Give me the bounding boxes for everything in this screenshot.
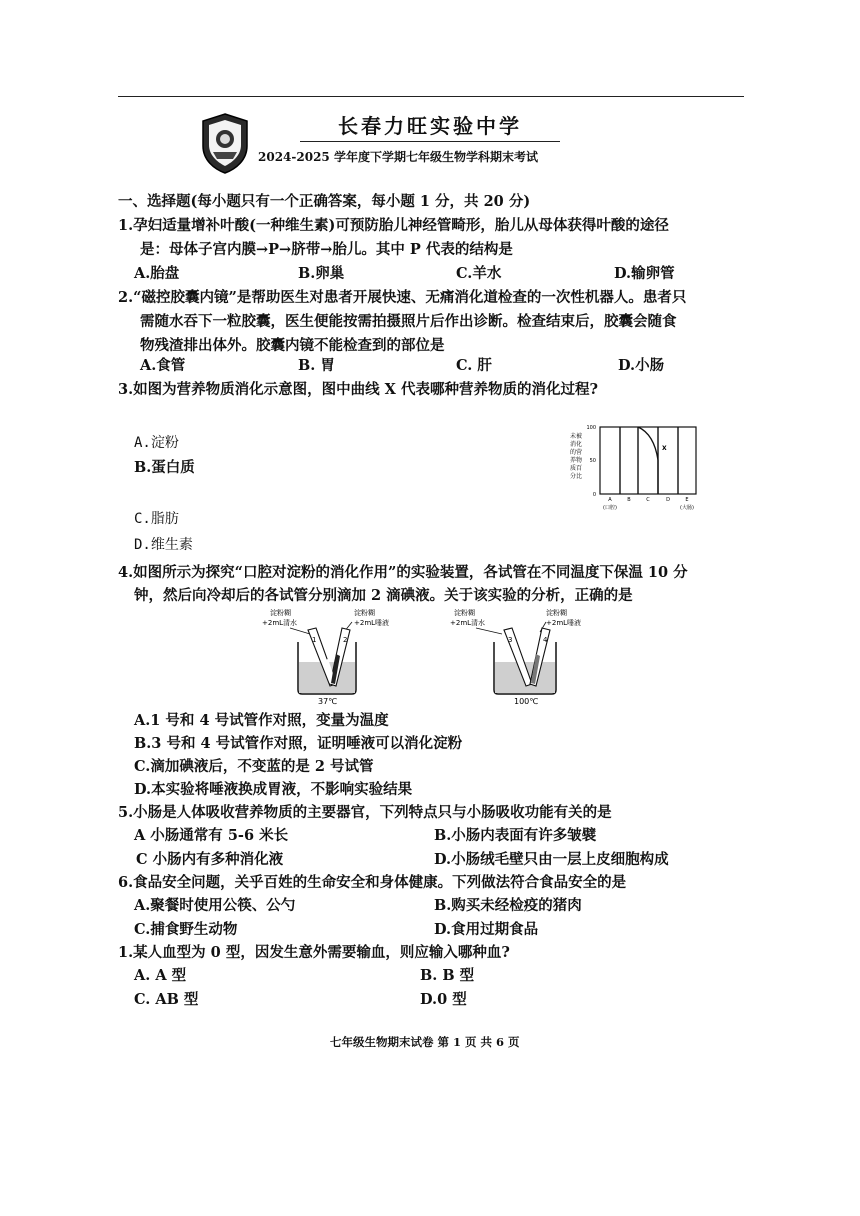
q3-option-d[interactable]: D.维生素 xyxy=(134,537,193,553)
q1-option-a[interactable]: A.胎盘 xyxy=(134,265,180,282)
q5-option-a[interactable]: A 小肠通常有 5-6 米长 xyxy=(134,827,289,844)
x-tick-d: D xyxy=(666,497,670,503)
tube-label-3: 3 xyxy=(508,636,513,644)
q7-option-b[interactable]: B. B 型 xyxy=(420,967,475,984)
y-tick-50: 50 xyxy=(589,458,596,464)
x-tick-a: A xyxy=(608,497,612,503)
x-note-mouth: (口腔) xyxy=(603,505,617,511)
q6-option-d[interactable]: D.食用过期食品 xyxy=(434,921,539,938)
label-tube2-b: +2mL唾液 xyxy=(354,619,390,627)
q1-option-c[interactable]: C.羊水 xyxy=(456,265,502,282)
q3-option-b[interactable]: B.蛋白质 xyxy=(134,459,195,476)
q1-option-b[interactable]: B.卵巢 xyxy=(298,265,345,282)
q2-stem-line2: 需随水吞下一粒胶囊，医生便能按需拍摄照片后作出诊断。检查结束后，胶囊会随食 xyxy=(140,313,677,330)
q1-option-d[interactable]: D.输卵管 xyxy=(614,265,675,282)
digestion-chart xyxy=(566,420,706,514)
school-name: 长春力旺实验中学 xyxy=(300,110,560,142)
q5-option-d[interactable]: D.小肠绒毛壁只由一层上皮细胞构成 xyxy=(434,851,669,868)
tube-label-1: 1 xyxy=(312,636,317,644)
q2-option-d[interactable]: D.小肠 xyxy=(618,357,665,374)
experiment-figure xyxy=(250,606,620,706)
x-note-large-intestine: (大肠) xyxy=(680,505,694,511)
tube-label-2: 2 xyxy=(343,636,348,644)
label-tube4-b: +2mL唾液 xyxy=(546,619,582,627)
q7-option-a[interactable]: A. A 型 xyxy=(134,967,187,984)
q4-option-c[interactable]: C.滴加碘液后，不变蓝的是 2 号试管 xyxy=(134,758,374,775)
x-tick-b: B xyxy=(627,497,631,503)
q4-option-a[interactable]: A.1 号和 4 号试管作对照，变量为温度 xyxy=(134,712,389,729)
q6-option-b[interactable]: B.购买未经检疫的猪肉 xyxy=(434,897,582,914)
q6-option-a[interactable]: A.聚餐时使用公筷、公勺 xyxy=(134,897,296,914)
y-tick-100: 100 xyxy=(586,425,596,431)
q2-stem-line1: 2.“磁控胶囊内镜”是帮助医生对患者开展快速、无痛消化道检查的一次性机器人。患者只 xyxy=(118,289,687,306)
chart-frame xyxy=(600,427,696,494)
q2-option-b[interactable]: B. 胃 xyxy=(298,357,335,374)
q5-stem: 5.小肠是人体吸收营养物质的主要器官，下列特点只与小肠吸收功能有关的是 xyxy=(118,804,612,821)
section-heading: 一、选择题(每小题只有一个正确答案，每小题 1 分，共 20 分) xyxy=(118,193,531,210)
q3-option-a[interactable]: A.淀粉 xyxy=(134,435,179,451)
q4-option-d[interactable]: D.本实验将唾液换成胃液，不影响实验结果 xyxy=(134,781,413,798)
school-emblem-icon xyxy=(200,112,250,174)
x-tick-c: C xyxy=(646,497,650,503)
curve-label: X xyxy=(662,445,667,452)
q6-stem: 6.食品安全问题，关乎百姓的生命安全和身体健康。下列做法符合食品安全的是 xyxy=(118,874,627,891)
q1-stem-line2: 是：母体子宫内膜→P→脐带→胎儿。其中 P 代表的结构是 xyxy=(140,241,513,258)
q3-option-c[interactable]: C.脂肪 xyxy=(134,511,179,527)
temp-left: 37℃ xyxy=(318,697,338,706)
q7-option-d[interactable]: D.0 型 xyxy=(420,991,467,1008)
q2-option-c[interactable]: C. 肝 xyxy=(456,357,492,374)
y-axis-label: 未被消化的营养物质百分比 xyxy=(570,433,583,480)
q1-stem-line1: 1.孕妇适量增补叶酸(一种维生素)可预防胎儿神经管畸形，胎儿从母体获得叶酸的途径 xyxy=(118,217,669,234)
q7-stem: 1.某人血型为 0 型，因发生意外需要输血，则应输入哪种血? xyxy=(118,944,510,961)
page-footer: 七年级生物期末试卷 第 1 页 共 6 页 xyxy=(330,1035,520,1049)
label-tube1-b: +2mL清水 xyxy=(262,619,298,627)
q2-stem-line3: 物残渣排出体外。胶囊内镜不能检查到的部位是 xyxy=(140,337,445,354)
tube-label-4: 4 xyxy=(543,636,548,644)
q3-stem: 3.如图为营养物质消化示意图，图中曲线 X 代表哪种营养物质的消化过程? xyxy=(118,381,598,398)
exam-title: 2024-2025 学年度下学期七年级生物学科期末考试 xyxy=(258,150,538,164)
temp-right: 100℃ xyxy=(514,697,539,706)
x-tick-e: E xyxy=(685,497,689,503)
q6-option-c[interactable]: C.捕食野生动物 xyxy=(134,921,238,938)
label-tube3-a: 淀粉糊 xyxy=(454,609,475,617)
q2-option-a[interactable]: A.食管 xyxy=(140,357,186,374)
q5-option-c[interactable]: C 小肠内有多种消化液 xyxy=(136,851,284,868)
q5-option-b[interactable]: B.小肠内表面有许多皱襞 xyxy=(434,827,597,844)
y-tick-0: 0 xyxy=(592,492,596,498)
q7-option-c[interactable]: C. AB 型 xyxy=(134,991,199,1008)
label-tube2-a: 淀粉糊 xyxy=(354,609,375,617)
q4-stem-line2: 钟，然后向冷却后的各试管分别滴加 2 滴碘液。关于该实验的分析，正确的是 xyxy=(134,587,633,604)
curve-x xyxy=(638,427,658,494)
q4-stem-line1: 4.如图所示为探究“口腔对淀粉的消化作用”的实验装置，各试管在不同温度下保温 10 分 xyxy=(118,564,688,581)
label-tube3-b: +2mL清水 xyxy=(450,619,486,627)
q4-option-b[interactable]: B.3 号和 4 号试管作对照，证明唾液可以消化淀粉 xyxy=(134,735,463,752)
label-tube4-a: 淀粉糊 xyxy=(546,609,567,617)
header-rule xyxy=(118,96,744,97)
label-tube1-a: 淀粉糊 xyxy=(270,609,291,617)
